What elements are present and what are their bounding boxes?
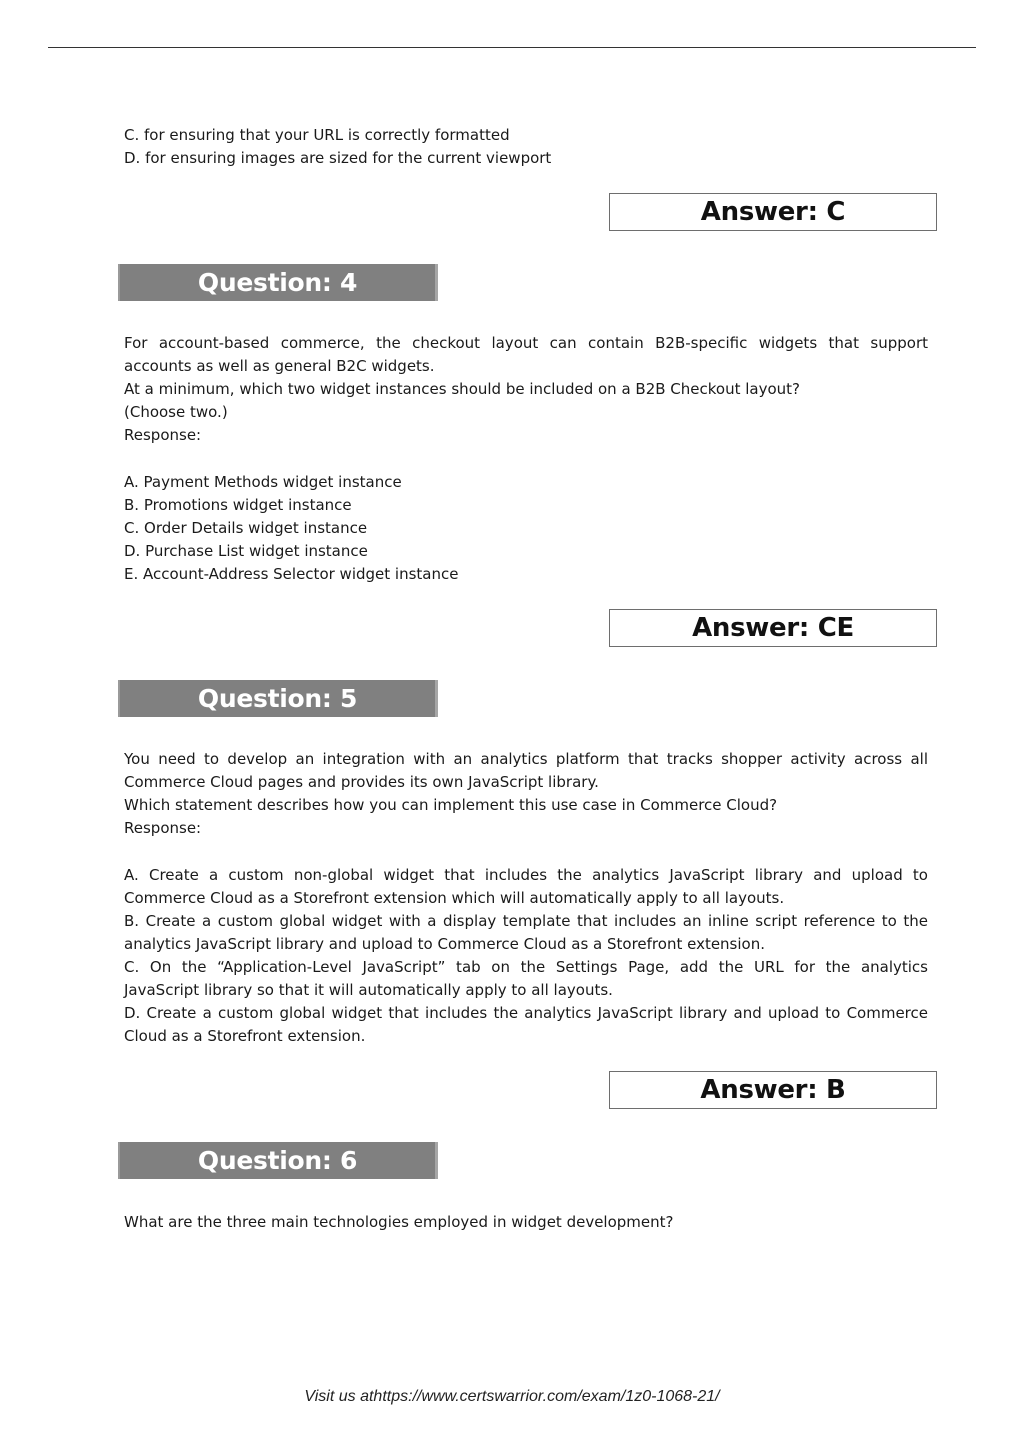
q4-option-a: A. Payment Methods widget instance [124, 473, 402, 491]
q4-body [124, 332, 928, 447]
q5-body-line: Which statement describes how you can implement this use case in Commerce Cloud? [124, 796, 778, 814]
q4-body-line: For account-based commerce, the checkout layout can contain B2B-specific widgets that support [124, 334, 928, 352]
q4-option-d: D. Purchase List widget instance [124, 542, 368, 560]
q5-option-line: analytics JavaScript library and upload to Commerce Cloud as a Storefront extension. [124, 935, 765, 953]
q4-body-line: Response: [124, 426, 202, 444]
q4-option-b: B. Promotions widget instance [124, 496, 352, 514]
q5-option-line: B. Create a custom global widget with a display template that includes an inline script reference to the [124, 912, 928, 930]
q5-body-line: You need to develop an integration with an analytics platform that tracks shopper activity across all [124, 750, 928, 768]
q5-header [118, 680, 438, 717]
q4-body-line: (Choose two.) [124, 403, 228, 421]
q3-answer-box [609, 193, 937, 231]
q5-options [124, 864, 928, 1048]
q3-answer: Answer: C [700, 197, 846, 227]
q3-option-d: D. for ensuring images are sized for the current viewport [124, 149, 552, 167]
q5-option-line: JavaScript library so that it will automatically apply to all layouts. [124, 981, 613, 999]
q6-header-text: Question: 6 [197, 1146, 358, 1175]
q5-answer: Answer: B [700, 1075, 846, 1105]
q5-option-line: C. On the “Application-Level JavaScript” tab on the Settings Page, add the URL for the analytics [124, 958, 928, 976]
q3-option-c: C. for ensuring that your URL is correctly formatted [124, 126, 510, 144]
footer-link-text[interactable]: Visit us athttps://www.certswarrior.com/exam/1z0-1068-21/ [304, 1388, 720, 1405]
top-rule [48, 47, 976, 48]
q4-option-e: E. Account-Address Selector widget instance [124, 565, 459, 583]
q5-option-line: Cloud as a Storefront extension. [124, 1027, 366, 1045]
q4-body-line: accounts as well as general B2C widgets. [124, 357, 435, 375]
q4-header [118, 264, 438, 301]
q5-header-text: Question: 5 [197, 684, 358, 713]
q4-header-text: Question: 4 [197, 268, 358, 297]
q5-answer-box [609, 1071, 937, 1109]
q6-body: What are the three main technologies employed in widget development? [124, 1213, 674, 1231]
q4-answer: Answer: CE [692, 613, 854, 643]
q5-body [124, 748, 928, 840]
q5-body-line: Response: [124, 819, 202, 837]
q4-answer-box [609, 609, 937, 647]
q5-option-line: Commerce Cloud as a Storefront extension which will automatically apply to all layouts. [124, 889, 785, 907]
q5-body-line: Commerce Cloud pages and provides its own JavaScript library. [124, 773, 599, 791]
q4-option-c: C. Order Details widget instance [124, 519, 368, 537]
q4-options [124, 471, 928, 586]
q6-header [118, 1142, 438, 1179]
q5-option-line: A. Create a custom non-global widget that includes the analytics JavaScript library and upload to [124, 866, 928, 884]
q4-body-line: At a minimum, which two widget instances should be included on a B2B Checkout layout? [124, 380, 800, 398]
q5-option-line: D. Create a custom global widget that includes the analytics JavaScript library and upload to Commerce [124, 1004, 928, 1022]
